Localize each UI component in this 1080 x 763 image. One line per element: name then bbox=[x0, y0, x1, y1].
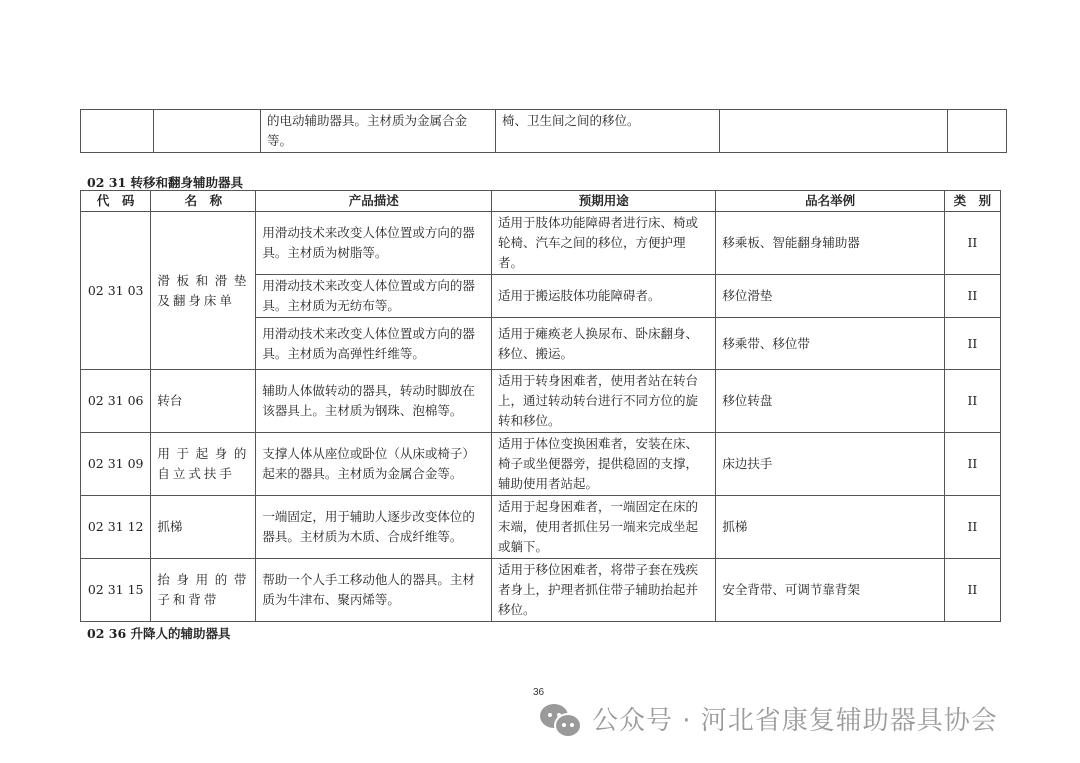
description-cell: 用滑动技术来改变人体位置或方向的器具。主材质为树脂等。 bbox=[256, 212, 492, 275]
table-row bbox=[81, 559, 1001, 622]
header-name: 名 称 bbox=[151, 191, 256, 212]
examples-cell: 抓梯 bbox=[716, 496, 944, 559]
page-number: 36 bbox=[533, 687, 545, 698]
description-cell: 支撑人体从座位或卧位（从床或椅子）起来的器具。主材质为金属合金等。 bbox=[256, 433, 492, 496]
examples-cell bbox=[720, 110, 948, 153]
previous-table-fragment bbox=[80, 109, 1007, 153]
code-cell bbox=[81, 110, 154, 153]
description-cell: 辅助人体做转动的器具，转动时脚放在该器具上。主材质为钢珠、泡棉等。 bbox=[256, 370, 492, 433]
class-cell: II bbox=[944, 559, 1000, 622]
name-cell: 抬身用的带子和背带 bbox=[151, 559, 256, 622]
class-cell: II bbox=[944, 496, 1000, 559]
description-cell: 一端固定，用于辅助人逐步改变体位的器具。主材质为木质、合成纤维等。 bbox=[256, 496, 492, 559]
code-cell: 02 31 15 bbox=[81, 559, 151, 622]
header-class: 类 别 bbox=[944, 191, 1000, 212]
class-cell: II bbox=[944, 212, 1000, 275]
header-examples: 品名举例 bbox=[716, 191, 944, 212]
classification-table-0231 bbox=[80, 190, 1001, 622]
description-cell: 用滑动技术来改变人体位置或方向的器具。主材质为无纺布等。 bbox=[256, 275, 492, 318]
watermark bbox=[538, 700, 998, 737]
name-cell bbox=[154, 110, 261, 153]
name-cell: 转台 bbox=[151, 370, 256, 433]
table-row bbox=[81, 496, 1001, 559]
class-cell: II bbox=[944, 433, 1000, 496]
table-row bbox=[81, 212, 1001, 275]
section-title-0236: 02 36 升降人的辅助器具 bbox=[87, 626, 231, 641]
class-cell: II bbox=[944, 318, 1000, 370]
intended-use-cell: 适用于搬运肢体功能障碍者。 bbox=[492, 275, 716, 318]
examples-cell: 移位滑垫 bbox=[716, 275, 944, 318]
examples-cell: 移乘带、移位带 bbox=[716, 318, 944, 370]
description-cell: 帮助一个人手工移动他人的器具。主材质为牛津布、聚丙烯等。 bbox=[256, 559, 492, 622]
intended-use-cell: 适用于起身困难者，一端固定在床的末端，使用者抓住另一端来完成坐起或躺下。 bbox=[492, 496, 716, 559]
watermark-text: 公众号 · 河北省康复辅助器具协会 bbox=[592, 706, 998, 736]
examples-cell: 安全背带、可调节靠背架 bbox=[716, 559, 944, 622]
examples-cell: 移乘板、智能翻身辅助器 bbox=[716, 212, 944, 275]
intended-use-cell: 适用于体位变换困难者，安装在床、椅子或坐便器旁，提供稳固的支撑，辅助使用者站起。 bbox=[492, 433, 716, 496]
table-row bbox=[81, 370, 1001, 433]
section-title-0231: 02 31 转移和翻身辅助器具 bbox=[87, 175, 243, 190]
table-row bbox=[81, 433, 1001, 496]
header-intended-use: 预期用途 bbox=[492, 191, 716, 212]
intended-use-cell: 适用于瘫痪老人换尿布、卧床翻身、移位、搬运。 bbox=[492, 318, 716, 370]
code-cell: 02 31 12 bbox=[81, 496, 151, 559]
wechat-icon bbox=[538, 702, 584, 736]
name-cell: 抓梯 bbox=[151, 496, 256, 559]
intended-use-cell: 适用于移位困难者，将带子套在残疾者身上，护理者抓住带子辅助抬起并移位。 bbox=[492, 559, 716, 622]
table-row bbox=[81, 110, 1007, 153]
name-cell: 滑板和滑垫及翻身床单 bbox=[151, 212, 256, 370]
examples-cell: 移位转盘 bbox=[716, 370, 944, 433]
table-header-row bbox=[81, 191, 1001, 212]
code-cell: 02 31 09 bbox=[81, 433, 151, 496]
description-cell: 的电动辅助器具。主材质为金属合金等。 bbox=[261, 110, 496, 153]
examples-cell: 床边扶手 bbox=[716, 433, 944, 496]
class-cell: II bbox=[944, 275, 1000, 318]
description-cell: 用滑动技术来改变人体位置或方向的器具。主材质为高弹性纤维等。 bbox=[256, 318, 492, 370]
header-code: 代 码 bbox=[81, 191, 151, 212]
code-cell: 02 31 03 bbox=[81, 212, 151, 370]
intended-use-cell: 适用于转身困难者，使用者站在转台上，通过转动转台进行不同方位的旋转和移位。 bbox=[492, 370, 716, 433]
name-cell: 用于起身的自立式扶手 bbox=[151, 433, 256, 496]
intended-use-cell: 椅、卫生间之间的移位。 bbox=[496, 110, 720, 153]
header-description: 产品描述 bbox=[256, 191, 492, 212]
code-cell: 02 31 06 bbox=[81, 370, 151, 433]
intended-use-cell: 适用于肢体功能障碍者进行床、椅或轮椅、汽车之间的移位，方便护理者。 bbox=[492, 212, 716, 275]
class-cell bbox=[948, 110, 1007, 153]
class-cell: II bbox=[944, 370, 1000, 433]
